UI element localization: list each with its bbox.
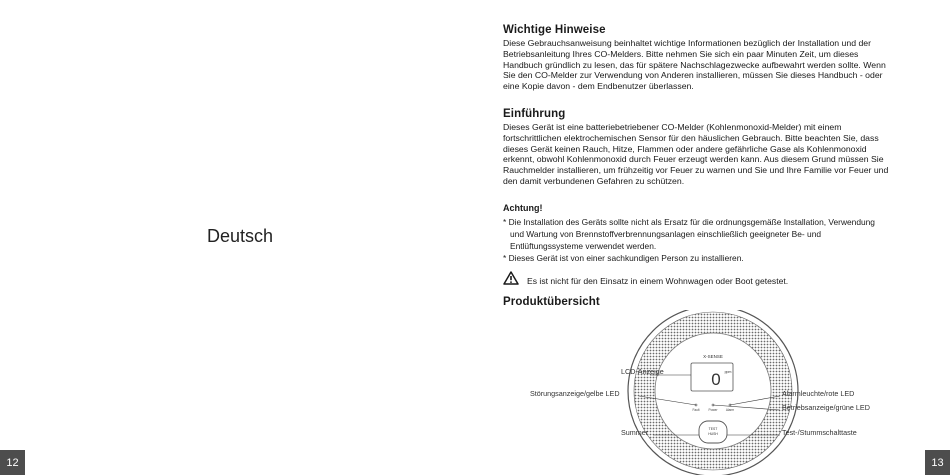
alarm-led-label: Alarm (725, 408, 735, 412)
section-product-overview (503, 296, 600, 310)
text-line: erkennt, obwohl Kohlenmonoxid durch Feuer erzeugt werden kann. Aus diesem Grund müssen Sie (503, 154, 884, 165)
section-heading-important: Wichtige Hinweise (503, 24, 606, 36)
section-heading-introduction: Einführung (503, 108, 566, 120)
warning-triangle-icon (503, 271, 519, 290)
section-introduction (503, 108, 905, 187)
text-line: Rauchmelder installieren, um frühzeitig vor Feuer zu warnen und Sie und Ihre Familie vor Feuer und (503, 165, 889, 176)
text-line: den damit verbundenen Gefahren zu schützen. (503, 175, 685, 186)
warning-row (503, 271, 788, 290)
language-title: Deutsch (207, 226, 274, 246)
lcd-digit: 0 (711, 370, 721, 389)
section-important-notes (503, 24, 903, 92)
callout-test-button: Test-/Stummschalttaste (782, 428, 857, 437)
hush-button-label: HUSH (708, 432, 718, 436)
callout-power-led: Betriebsanzeige/grüne LED (782, 403, 870, 412)
text-line: Diese Gebrauchsanweisung beinhaltet wichtige Informationen bezüglich der Installation und der (503, 38, 871, 48)
caution-note: und Wartung von Brennstoffverbrennungsanlagen einschließlich geeigneter Be- und (510, 229, 822, 239)
text-line: Handbuch gründlich zu lesen, das für spätere Nachschlagezwecke aufbewahrt werden sollte. Wenn (503, 59, 886, 70)
test-button-label: TEST (708, 427, 718, 431)
caution-note: Entlüftungssysteme verwendet werden. (510, 241, 657, 251)
fault-led-label: Fault (692, 408, 700, 412)
lcd-unit: ppm (724, 370, 732, 374)
caution-note: * Die Installation des Geräts sollte nicht als Ersatz für die ordnungsgemäße Installation, Verwendung (503, 217, 875, 227)
page-number-right: 13 (925, 450, 950, 475)
power-led-label: Power (708, 408, 718, 412)
right-page (475, 0, 950, 475)
caution-note: * Dieses Gerät ist von einer sachkundigen Person zu installieren. (503, 253, 744, 263)
brand-logo: X-SENSE (703, 354, 723, 359)
callout-buzzer: Summer (621, 428, 649, 437)
warning-text: Es ist nicht für den Einsatz in einem Wohnwagen oder Boot getestet. (527, 275, 789, 286)
paragraph-introduction (503, 122, 905, 187)
text-line: Dieses Gerät ist eine batteriebetriebener CO-Melder (Kohlenmonoxid-Melder) mit einem (503, 122, 842, 132)
section-caution (503, 203, 905, 264)
text-line: eine Kopie davon - dem Endbenutzer überlassen. (503, 81, 694, 92)
callout-alarm-led: Alarmleuchte/rote LED (782, 389, 855, 398)
text-line: Betriebsanleitung Ihres CO-Melders. Bitte nehmen Sie sich ein paar Minuten Zeit, um dieses (503, 48, 859, 59)
section-heading-caution: Achtung! (503, 203, 543, 213)
product-diagram (475, 310, 950, 475)
callout-fault-led: Störungsanzeige/gelbe LED (530, 389, 620, 398)
section-heading-product-overview: Produktübersicht (503, 296, 600, 308)
page-number-left: 12 (0, 450, 25, 475)
text-line: fortschrittlichen elektrochemischen Sensor für den häuslichen Gebrauch. Bitte beachten Sie, dass (503, 132, 879, 143)
paragraph-important (503, 38, 903, 92)
callout-lcd: LCD-Anzeige (621, 367, 664, 376)
text-line: dieses Gerät keinen Rauch, Hitze, Flammen oder andere gefährliche Gase als Kohlenmonoxid (503, 143, 867, 154)
text-line: Sie den CO-Melder zur Verwendung von Anderen installieren, müssen Sie dieses Handbuch - oder (503, 70, 883, 81)
